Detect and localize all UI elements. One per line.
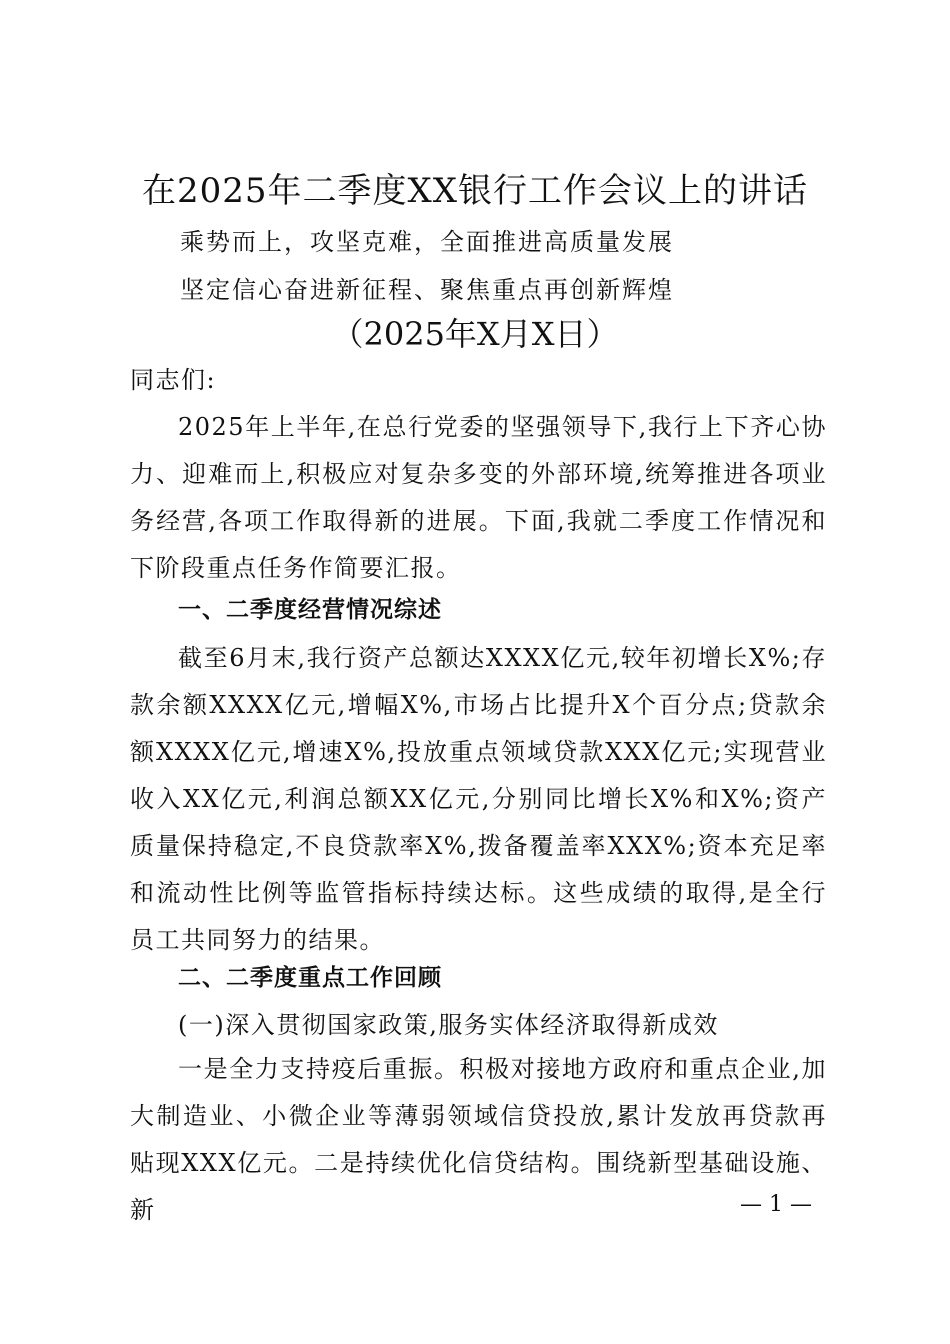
document-title: 在2025年二季度XX银行工作会议上的讲话 [142, 171, 808, 211]
document-subtitle-2: 坚定信心奋进新征程、聚焦重点再创新辉煌 [180, 276, 674, 304]
paragraph-key-work: 一是全力支持疫后重振。积极对接地方政府和重点企业,加大制造业、小微企业等薄弱领域信贷投放,累计发放再贷款再贴现XXX亿元。二是持续优化信贷结构。围绕新型基础设施、新 [130, 1055, 827, 1224]
section-heading-1: 一、二季度经营情况综述 [178, 597, 442, 623]
document-date: （2025年X月X日） [331, 315, 619, 353]
paragraph-intro: 2025年上半年,在总行党委的坚强领导下,我行上下齐心协力、迎难而上,积极应对复杂多变的外部环境,统筹推进各项业务经营,各项工作取得新的进展。下面,我就二季度工作情况和下阶段重点任务作简要汇报。 [130, 413, 827, 582]
document-subtitle-1: 乘势而上，攻坚克难，全面推进高质量发展 [180, 228, 674, 256]
paragraph-operations-summary: 截至6月末,我行资产总额达XXXX亿元,较年初增长X%;存款余额XXXX亿元,增幅X%,市场占比提升X个百分点;贷款余额XXXX亿元,增速X%,投放重点领域贷款XXX亿元;实现营业收入XX亿元,利润总额XX亿元,分别同比增长X%和X%;资产质量保持稳定,不良贷款率X%,拨备覆盖率XXX%;资本充足率和流动性比例等监管指标持续达标。这些成绩的取得,是全行员工共同努力的结果。 [130, 644, 827, 954]
section-heading-2: 二、二季度重点工作回顾 [178, 965, 442, 991]
page-number: — 1 — [740, 1192, 812, 1217]
subsection-heading-1: (一)深入贯彻国家政策,服务实体经济取得新成效 [178, 1011, 719, 1039]
salutation: 同志们: [130, 366, 217, 394]
